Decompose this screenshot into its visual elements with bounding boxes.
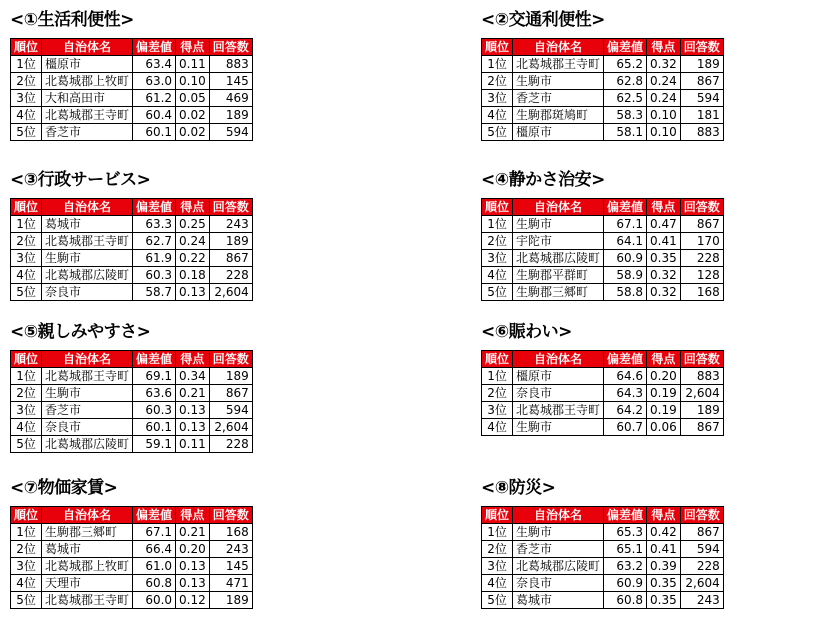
cell-rank: 3位 bbox=[482, 90, 513, 107]
header-municipality: 自治体名 bbox=[513, 507, 604, 524]
cell-municipality: 葛城市 bbox=[42, 541, 133, 558]
header-points: 得点 bbox=[176, 351, 210, 368]
cell-responses: 867 bbox=[209, 250, 252, 267]
cell-deviation: 67.1 bbox=[604, 216, 647, 233]
cell-responses: 228 bbox=[209, 267, 252, 284]
cell-responses: 594 bbox=[209, 402, 252, 419]
cell-municipality: 北葛城郡王寺町 bbox=[42, 233, 133, 250]
cell-rank: 3位 bbox=[11, 402, 42, 419]
table-row bbox=[11, 90, 253, 107]
cell-points: 0.18 bbox=[176, 267, 210, 284]
table-row bbox=[482, 558, 724, 575]
cell-points: 0.41 bbox=[647, 233, 681, 250]
cell-rank: 1位 bbox=[11, 56, 42, 73]
cell-rank: 1位 bbox=[482, 524, 513, 541]
cell-responses: 594 bbox=[680, 541, 723, 558]
cell-municipality: 香芝市 bbox=[42, 124, 133, 141]
cell-rank: 5位 bbox=[482, 124, 513, 141]
cell-rank: 2位 bbox=[482, 541, 513, 558]
cell-responses: 2,604 bbox=[209, 284, 252, 301]
table-row bbox=[11, 284, 253, 301]
cell-responses: 189 bbox=[680, 402, 723, 419]
table-row bbox=[11, 56, 253, 73]
cell-municipality: 葛城市 bbox=[513, 592, 604, 609]
section-title: <⑦物価家賃> bbox=[10, 478, 118, 498]
cell-municipality: 奈良市 bbox=[42, 284, 133, 301]
cell-responses: 145 bbox=[209, 73, 252, 90]
cell-rank: 1位 bbox=[11, 216, 42, 233]
cell-rank: 1位 bbox=[482, 216, 513, 233]
cell-points: 0.35 bbox=[647, 250, 681, 267]
table-row bbox=[482, 592, 724, 609]
cell-rank: 2位 bbox=[11, 541, 42, 558]
cell-municipality: 生駒郡斑鳩町 bbox=[513, 107, 604, 124]
cell-points: 0.25 bbox=[176, 216, 210, 233]
section-title: <⑥賑わい> bbox=[481, 322, 572, 342]
cell-deviation: 65.3 bbox=[604, 524, 647, 541]
table-header-row bbox=[482, 507, 724, 524]
cell-rank: 3位 bbox=[11, 558, 42, 575]
cell-rank: 2位 bbox=[482, 385, 513, 402]
cell-municipality: 奈良市 bbox=[513, 575, 604, 592]
table-header-row bbox=[482, 199, 724, 216]
cell-municipality: 橿原市 bbox=[513, 124, 604, 141]
cell-rank: 5位 bbox=[11, 592, 42, 609]
cell-deviation: 63.4 bbox=[133, 56, 176, 73]
table-row bbox=[11, 107, 253, 124]
section-title: <②交通利便性> bbox=[481, 10, 605, 30]
cell-deviation: 63.0 bbox=[133, 73, 176, 90]
cell-responses: 594 bbox=[209, 124, 252, 141]
section-title: <⑧防災> bbox=[481, 478, 556, 498]
cell-points: 0.13 bbox=[176, 419, 210, 436]
cell-municipality: 奈良市 bbox=[513, 385, 604, 402]
cell-rank: 1位 bbox=[482, 56, 513, 73]
header-deviation: 偏差値 bbox=[604, 507, 647, 524]
cell-municipality: 北葛城郡上牧町 bbox=[42, 73, 133, 90]
cell-responses: 883 bbox=[680, 124, 723, 141]
header-municipality: 自治体名 bbox=[42, 351, 133, 368]
header-rank: 順位 bbox=[482, 199, 513, 216]
cell-municipality: 北葛城郡王寺町 bbox=[42, 107, 133, 124]
table-header-row bbox=[482, 39, 724, 56]
cell-responses: 228 bbox=[209, 436, 252, 453]
header-municipality: 自治体名 bbox=[42, 39, 133, 56]
cell-rank: 4位 bbox=[11, 575, 42, 592]
header-deviation: 偏差値 bbox=[133, 39, 176, 56]
cell-municipality: 香芝市 bbox=[513, 90, 604, 107]
table-row bbox=[482, 73, 724, 90]
cell-points: 0.41 bbox=[647, 541, 681, 558]
cell-points: 0.42 bbox=[647, 524, 681, 541]
cell-municipality: 葛城市 bbox=[42, 216, 133, 233]
cell-responses: 170 bbox=[680, 233, 723, 250]
cell-rank: 3位 bbox=[482, 250, 513, 267]
cell-rank: 4位 bbox=[11, 107, 42, 124]
cell-responses: 2,604 bbox=[680, 575, 723, 592]
cell-points: 0.13 bbox=[176, 284, 210, 301]
cell-deviation: 67.1 bbox=[133, 524, 176, 541]
table-row bbox=[11, 592, 253, 609]
cell-deviation: 65.1 bbox=[604, 541, 647, 558]
cell-points: 0.35 bbox=[647, 575, 681, 592]
cell-rank: 5位 bbox=[482, 592, 513, 609]
header-points: 得点 bbox=[647, 199, 681, 216]
cell-rank: 4位 bbox=[482, 575, 513, 592]
cell-deviation: 58.9 bbox=[604, 267, 647, 284]
cell-deviation: 58.8 bbox=[604, 284, 647, 301]
ranking-table bbox=[10, 198, 253, 301]
cell-deviation: 62.8 bbox=[604, 73, 647, 90]
section-title: <①生活利便性> bbox=[10, 10, 134, 30]
table-row bbox=[482, 419, 724, 436]
cell-rank: 3位 bbox=[482, 402, 513, 419]
table-row bbox=[482, 233, 724, 250]
cell-points: 0.24 bbox=[647, 90, 681, 107]
header-deviation: 偏差値 bbox=[133, 199, 176, 216]
cell-deviation: 61.9 bbox=[133, 250, 176, 267]
cell-rank: 3位 bbox=[11, 90, 42, 107]
cell-points: 0.32 bbox=[647, 267, 681, 284]
cell-deviation: 65.2 bbox=[604, 56, 647, 73]
cell-municipality: 橿原市 bbox=[513, 368, 604, 385]
table-row bbox=[482, 107, 724, 124]
header-points: 得点 bbox=[647, 351, 681, 368]
cell-responses: 189 bbox=[209, 368, 252, 385]
cell-municipality: 北葛城郡上牧町 bbox=[42, 558, 133, 575]
cell-rank: 2位 bbox=[482, 73, 513, 90]
cell-rank: 5位 bbox=[11, 436, 42, 453]
cell-responses: 243 bbox=[209, 216, 252, 233]
cell-responses: 128 bbox=[680, 267, 723, 284]
cell-responses: 168 bbox=[209, 524, 252, 541]
cell-responses: 883 bbox=[209, 56, 252, 73]
cell-points: 0.24 bbox=[176, 233, 210, 250]
cell-rank: 4位 bbox=[482, 267, 513, 284]
ranking-table bbox=[481, 198, 724, 301]
cell-deviation: 60.3 bbox=[133, 267, 176, 284]
table-row bbox=[482, 368, 724, 385]
cell-points: 0.02 bbox=[176, 107, 210, 124]
cell-responses: 168 bbox=[680, 284, 723, 301]
cell-points: 0.20 bbox=[176, 541, 210, 558]
cell-points: 0.11 bbox=[176, 56, 210, 73]
cell-municipality: 北葛城郡広陵町 bbox=[42, 436, 133, 453]
cell-deviation: 62.5 bbox=[604, 90, 647, 107]
header-municipality: 自治体名 bbox=[513, 39, 604, 56]
cell-points: 0.21 bbox=[176, 385, 210, 402]
cell-responses: 189 bbox=[209, 107, 252, 124]
cell-rank: 2位 bbox=[11, 233, 42, 250]
header-municipality: 自治体名 bbox=[513, 351, 604, 368]
header-responses: 回答数 bbox=[680, 39, 723, 56]
cell-municipality: 北葛城郡王寺町 bbox=[42, 592, 133, 609]
cell-responses: 867 bbox=[680, 216, 723, 233]
cell-municipality: 生駒市 bbox=[42, 250, 133, 267]
table-row bbox=[482, 124, 724, 141]
header-rank: 順位 bbox=[11, 351, 42, 368]
header-rank: 順位 bbox=[482, 507, 513, 524]
header-responses: 回答数 bbox=[680, 199, 723, 216]
cell-deviation: 63.2 bbox=[604, 558, 647, 575]
table-row bbox=[482, 402, 724, 419]
table-row bbox=[11, 124, 253, 141]
ranking-table bbox=[481, 506, 724, 609]
table-row bbox=[11, 558, 253, 575]
table-row bbox=[482, 216, 724, 233]
cell-rank: 5位 bbox=[11, 124, 42, 141]
table-row bbox=[11, 267, 253, 284]
cell-responses: 867 bbox=[680, 73, 723, 90]
table-header-row bbox=[11, 199, 253, 216]
cell-deviation: 60.1 bbox=[133, 419, 176, 436]
cell-deviation: 66.4 bbox=[133, 541, 176, 558]
cell-deviation: 58.3 bbox=[604, 107, 647, 124]
header-deviation: 偏差値 bbox=[604, 351, 647, 368]
cell-municipality: 生駒市 bbox=[513, 419, 604, 436]
cell-deviation: 60.3 bbox=[133, 402, 176, 419]
cell-points: 0.10 bbox=[647, 124, 681, 141]
cell-municipality: 橿原市 bbox=[42, 56, 133, 73]
header-points: 得点 bbox=[176, 39, 210, 56]
cell-deviation: 60.9 bbox=[604, 575, 647, 592]
cell-municipality: 生駒市 bbox=[513, 73, 604, 90]
table-row bbox=[11, 524, 253, 541]
cell-points: 0.19 bbox=[647, 385, 681, 402]
header-deviation: 偏差値 bbox=[133, 507, 176, 524]
cell-municipality: 奈良市 bbox=[42, 419, 133, 436]
cell-points: 0.32 bbox=[647, 56, 681, 73]
cell-deviation: 60.0 bbox=[133, 592, 176, 609]
cell-deviation: 60.7 bbox=[604, 419, 647, 436]
cell-responses: 469 bbox=[209, 90, 252, 107]
cell-points: 0.11 bbox=[176, 436, 210, 453]
cell-rank: 1位 bbox=[482, 368, 513, 385]
table-row bbox=[482, 56, 724, 73]
cell-deviation: 63.6 bbox=[133, 385, 176, 402]
header-municipality: 自治体名 bbox=[513, 199, 604, 216]
cell-points: 0.21 bbox=[176, 524, 210, 541]
table-row bbox=[482, 524, 724, 541]
cell-points: 0.20 bbox=[647, 368, 681, 385]
table-header-row bbox=[11, 351, 253, 368]
cell-points: 0.10 bbox=[176, 73, 210, 90]
header-rank: 順位 bbox=[11, 39, 42, 56]
cell-deviation: 62.7 bbox=[133, 233, 176, 250]
cell-rank: 5位 bbox=[11, 284, 42, 301]
cell-responses: 228 bbox=[680, 558, 723, 575]
table-row bbox=[482, 90, 724, 107]
cell-points: 0.13 bbox=[176, 575, 210, 592]
header-rank: 順位 bbox=[482, 351, 513, 368]
cell-points: 0.12 bbox=[176, 592, 210, 609]
cell-points: 0.13 bbox=[176, 402, 210, 419]
cell-deviation: 61.0 bbox=[133, 558, 176, 575]
cell-points: 0.39 bbox=[647, 558, 681, 575]
table-row bbox=[11, 385, 253, 402]
cell-deviation: 60.8 bbox=[604, 592, 647, 609]
cell-deviation: 59.1 bbox=[133, 436, 176, 453]
cell-municipality: 北葛城郡広陵町 bbox=[513, 250, 604, 267]
cell-points: 0.05 bbox=[176, 90, 210, 107]
cell-points: 0.19 bbox=[647, 402, 681, 419]
cell-rank: 3位 bbox=[11, 250, 42, 267]
table-header-row bbox=[482, 351, 724, 368]
header-points: 得点 bbox=[647, 507, 681, 524]
table-header-row bbox=[11, 39, 253, 56]
cell-municipality: 生駒郡三郷町 bbox=[42, 524, 133, 541]
ranking-table bbox=[10, 506, 253, 609]
cell-rank: 4位 bbox=[482, 419, 513, 436]
cell-municipality: 北葛城郡広陵町 bbox=[513, 558, 604, 575]
cell-municipality: 北葛城郡王寺町 bbox=[513, 56, 604, 73]
cell-rank: 2位 bbox=[482, 233, 513, 250]
cell-points: 0.06 bbox=[647, 419, 681, 436]
ranking-table bbox=[481, 350, 724, 436]
table-row bbox=[11, 73, 253, 90]
header-rank: 順位 bbox=[11, 199, 42, 216]
header-responses: 回答数 bbox=[209, 351, 252, 368]
cell-responses: 471 bbox=[209, 575, 252, 592]
cell-rank: 1位 bbox=[11, 368, 42, 385]
cell-municipality: 香芝市 bbox=[513, 541, 604, 558]
cell-responses: 867 bbox=[680, 524, 723, 541]
header-responses: 回答数 bbox=[209, 507, 252, 524]
header-municipality: 自治体名 bbox=[42, 507, 133, 524]
table-row bbox=[11, 419, 253, 436]
cell-points: 0.22 bbox=[176, 250, 210, 267]
table-row bbox=[11, 250, 253, 267]
cell-points: 0.34 bbox=[176, 368, 210, 385]
cell-municipality: 北葛城郡王寺町 bbox=[42, 368, 133, 385]
table-row bbox=[482, 385, 724, 402]
cell-deviation: 64.6 bbox=[604, 368, 647, 385]
header-rank: 順位 bbox=[11, 507, 42, 524]
table-row bbox=[11, 541, 253, 558]
section-title: <⑤親しみやすさ> bbox=[10, 322, 151, 342]
cell-municipality: 生駒市 bbox=[513, 524, 604, 541]
cell-rank: 2位 bbox=[11, 73, 42, 90]
cell-municipality: 生駒市 bbox=[513, 216, 604, 233]
cell-municipality: 大和高田市 bbox=[42, 90, 133, 107]
cell-points: 0.35 bbox=[647, 592, 681, 609]
cell-responses: 181 bbox=[680, 107, 723, 124]
table-row bbox=[11, 233, 253, 250]
cell-responses: 2,604 bbox=[680, 385, 723, 402]
table-row bbox=[482, 267, 724, 284]
table-header-row bbox=[11, 507, 253, 524]
cell-deviation: 58.1 bbox=[604, 124, 647, 141]
header-deviation: 偏差値 bbox=[604, 39, 647, 56]
cell-municipality: 天理市 bbox=[42, 575, 133, 592]
cell-municipality: 北葛城郡広陵町 bbox=[42, 267, 133, 284]
cell-rank: 4位 bbox=[11, 419, 42, 436]
header-points: 得点 bbox=[647, 39, 681, 56]
cell-deviation: 60.4 bbox=[133, 107, 176, 124]
cell-responses: 228 bbox=[680, 250, 723, 267]
header-points: 得点 bbox=[176, 199, 210, 216]
cell-deviation: 61.2 bbox=[133, 90, 176, 107]
header-responses: 回答数 bbox=[680, 351, 723, 368]
cell-rank: 1位 bbox=[11, 524, 42, 541]
table-row bbox=[482, 250, 724, 267]
cell-deviation: 63.3 bbox=[133, 216, 176, 233]
cell-municipality: 生駒郡平群町 bbox=[513, 267, 604, 284]
header-responses: 回答数 bbox=[209, 199, 252, 216]
cell-deviation: 64.3 bbox=[604, 385, 647, 402]
cell-points: 0.32 bbox=[647, 284, 681, 301]
cell-points: 0.10 bbox=[647, 107, 681, 124]
section-title: <③行政サービス> bbox=[10, 170, 151, 190]
cell-deviation: 64.2 bbox=[604, 402, 647, 419]
cell-points: 0.13 bbox=[176, 558, 210, 575]
cell-responses: 594 bbox=[680, 90, 723, 107]
cell-rank: 2位 bbox=[11, 385, 42, 402]
table-row bbox=[482, 284, 724, 301]
ranking-table bbox=[10, 38, 253, 141]
cell-rank: 3位 bbox=[482, 558, 513, 575]
cell-responses: 867 bbox=[680, 419, 723, 436]
table-row bbox=[11, 402, 253, 419]
table-row bbox=[11, 575, 253, 592]
cell-responses: 189 bbox=[209, 592, 252, 609]
cell-responses: 189 bbox=[209, 233, 252, 250]
table-row bbox=[11, 216, 253, 233]
cell-points: 0.47 bbox=[647, 216, 681, 233]
section-title: <④静かさ治安> bbox=[481, 170, 605, 190]
cell-municipality: 生駒市 bbox=[42, 385, 133, 402]
table-row bbox=[11, 368, 253, 385]
header-municipality: 自治体名 bbox=[42, 199, 133, 216]
header-responses: 回答数 bbox=[209, 39, 252, 56]
cell-deviation: 60.8 bbox=[133, 575, 176, 592]
cell-deviation: 60.1 bbox=[133, 124, 176, 141]
cell-responses: 189 bbox=[680, 56, 723, 73]
cell-rank: 5位 bbox=[482, 284, 513, 301]
ranking-table bbox=[10, 350, 253, 453]
cell-points: 0.24 bbox=[647, 73, 681, 90]
cell-responses: 883 bbox=[680, 368, 723, 385]
cell-deviation: 60.9 bbox=[604, 250, 647, 267]
cell-responses: 243 bbox=[209, 541, 252, 558]
ranking-table bbox=[481, 38, 724, 141]
header-points: 得点 bbox=[176, 507, 210, 524]
cell-municipality: 宇陀市 bbox=[513, 233, 604, 250]
cell-deviation: 69.1 bbox=[133, 368, 176, 385]
cell-points: 0.02 bbox=[176, 124, 210, 141]
cell-responses: 867 bbox=[209, 385, 252, 402]
cell-responses: 2,604 bbox=[209, 419, 252, 436]
cell-municipality: 香芝市 bbox=[42, 402, 133, 419]
table-row bbox=[11, 436, 253, 453]
header-rank: 順位 bbox=[482, 39, 513, 56]
header-responses: 回答数 bbox=[680, 507, 723, 524]
header-deviation: 偏差値 bbox=[133, 351, 176, 368]
cell-responses: 145 bbox=[209, 558, 252, 575]
cell-municipality: 生駒郡三郷町 bbox=[513, 284, 604, 301]
cell-municipality: 北葛城郡王寺町 bbox=[513, 402, 604, 419]
cell-deviation: 58.7 bbox=[133, 284, 176, 301]
table-row bbox=[482, 541, 724, 558]
table-row bbox=[482, 575, 724, 592]
cell-rank: 4位 bbox=[11, 267, 42, 284]
cell-deviation: 64.1 bbox=[604, 233, 647, 250]
cell-responses: 243 bbox=[680, 592, 723, 609]
header-deviation: 偏差値 bbox=[604, 199, 647, 216]
cell-rank: 4位 bbox=[482, 107, 513, 124]
